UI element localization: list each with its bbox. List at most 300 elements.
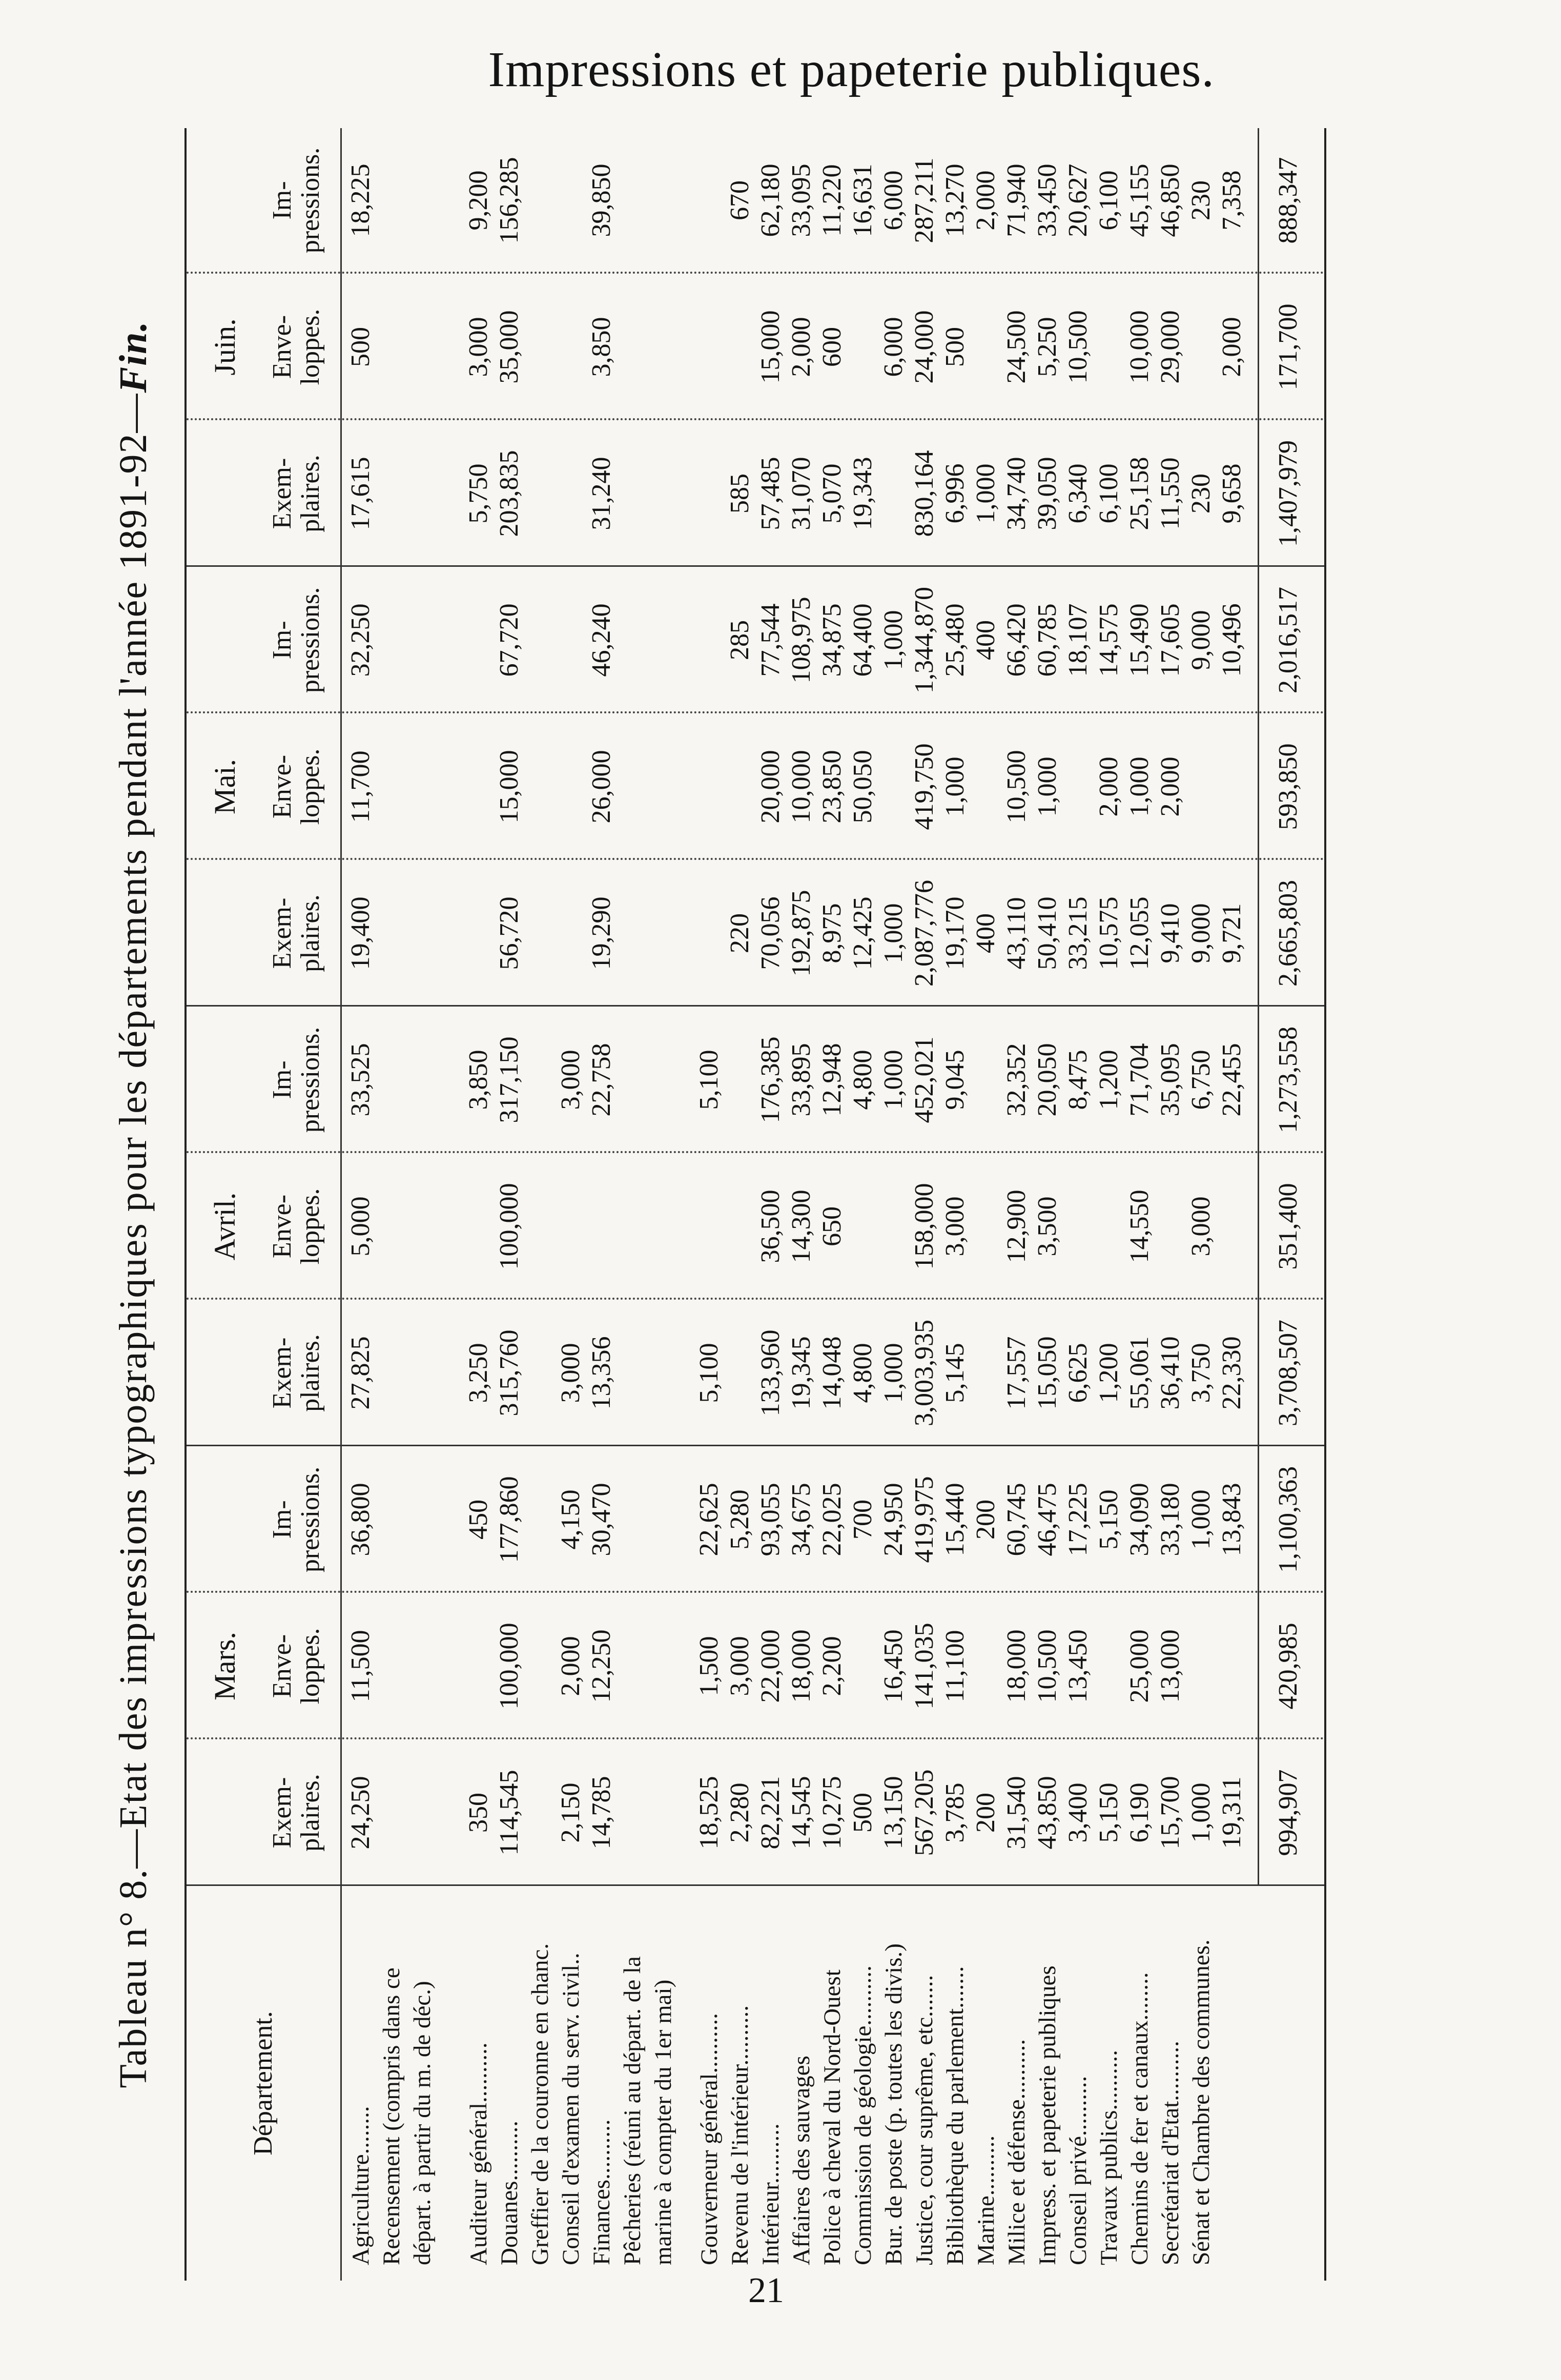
cell-value: 650 — [817, 1206, 847, 1246]
cell-value: 2,000 — [787, 317, 816, 377]
cell-value: 22,758 — [587, 1043, 616, 1117]
cell-value: 2,000 — [1094, 756, 1123, 817]
cell-value: 19,343 — [848, 457, 877, 530]
cell-value: 114,545 — [495, 1770, 524, 1856]
cell-value: 133,960 — [756, 1329, 785, 1417]
cell-value — [525, 197, 556, 204]
cell-value: 450 — [464, 1500, 493, 1540]
department-name: Agriculture........ — [347, 2106, 374, 2265]
cell-value: 35,000 — [495, 310, 524, 384]
cell-juin-imp-group-2 — [694, 127, 1247, 274]
cell-value — [1063, 784, 1094, 790]
cell-value: 1,200 — [1094, 1050, 1123, 1110]
subcol-header-mars-ex: Exem- plaires. — [268, 1774, 325, 1852]
cell-value: 36,500 — [756, 1189, 785, 1263]
cell-value: 3,003,935 — [910, 1320, 939, 1426]
subcol-header-mars-env: Enve- loppes. — [268, 1628, 325, 1705]
cell-value: 30,470 — [587, 1483, 616, 1556]
cell-value: 19,345 — [787, 1336, 816, 1410]
cell-value: 31,070 — [787, 457, 816, 530]
cell-value: 670 — [725, 180, 754, 220]
cell-value: 7,358 — [1217, 170, 1246, 231]
totals-rule — [1258, 128, 1259, 1886]
cell-value: 220 — [725, 913, 754, 953]
cell-value — [878, 784, 909, 790]
cell-value — [1155, 1223, 1186, 1230]
cell-juin-imp-group-0 — [345, 127, 376, 274]
total-juin-env: 171,700 — [1274, 303, 1303, 391]
cell-value — [725, 344, 755, 351]
total-mars-imp: 1,100,363 — [1274, 1466, 1303, 1573]
cell-mai-imp-group-0 — [345, 567, 376, 713]
department-name: Chemins de fer et canaux........ — [1126, 1972, 1153, 2265]
cell-value: 55,061 — [1125, 1336, 1154, 1410]
department-name: marine à compter du 1er mai) — [650, 1979, 676, 2265]
cell-value — [525, 344, 556, 351]
cell-value: 1,200 — [1094, 1343, 1123, 1403]
cell-value: 3,000 — [725, 1636, 754, 1696]
cell-value: 2,200 — [817, 1636, 847, 1696]
cell-value — [525, 1663, 556, 1670]
cell-mars-ex-group-1 — [463, 1739, 617, 1886]
cell-juin-imp-group-1 — [463, 127, 617, 274]
cell-mai-ex-group-2 — [694, 860, 1247, 1007]
cell-value: 15,000 — [756, 310, 785, 384]
cell-value: 11,550 — [1156, 457, 1185, 530]
cell-value: 70,056 — [756, 896, 785, 970]
cell-value — [463, 1663, 494, 1670]
cell-value: 3,000 — [464, 317, 493, 377]
cell-value: 66,420 — [1002, 603, 1031, 677]
cell-juin-ex-group-0 — [345, 420, 376, 567]
cell-value: 12,055 — [1125, 896, 1154, 970]
cell-value — [463, 784, 494, 790]
cell-value: 192,875 — [787, 890, 816, 977]
cell-value: 419,975 — [910, 1476, 939, 1563]
cell-value: 17,557 — [1002, 1336, 1031, 1410]
cell-value: 34,875 — [817, 603, 847, 677]
cell-value: 100,000 — [495, 1183, 524, 1270]
department-header: Département. — [248, 2011, 278, 2156]
month-header-juin: Juin. — [208, 318, 241, 376]
cell-value: 4,800 — [848, 1343, 877, 1403]
department-name: Auditeur général.......... — [465, 2042, 492, 2265]
total-mai-imp: 2,016,517 — [1274, 587, 1303, 693]
cell-value: 15,490 — [1125, 603, 1154, 677]
subcol-header-juin-env: Enve- loppes. — [268, 309, 325, 385]
cell-value: 3,500 — [1033, 1196, 1062, 1257]
cell-value — [694, 784, 725, 790]
cell-value: 4,800 — [848, 1050, 877, 1110]
cell-value: 45,155 — [1125, 163, 1154, 237]
cell-value: 2,150 — [556, 1782, 585, 1843]
cell-value: 200 — [971, 1500, 1000, 1540]
cell-value: 56,720 — [495, 896, 524, 970]
cell-value: 5,000 — [346, 1196, 375, 1257]
department-name: Milice et défense.......... — [1003, 2039, 1030, 2265]
cell-value: 6,625 — [1063, 1343, 1093, 1403]
cell-value — [694, 637, 725, 644]
cell-value: 3,000 — [556, 1050, 585, 1110]
cell-value: 3,000 — [1186, 1196, 1216, 1257]
cell-value — [1186, 784, 1217, 790]
cell-value: 419,750 — [910, 743, 939, 830]
cell-value: 93,055 — [756, 1483, 785, 1556]
subcol-header-mars-imp: Im- pressions. — [268, 1466, 325, 1573]
cell-value — [971, 344, 1001, 351]
cell-mai-ex-group-0 — [345, 860, 376, 1007]
cell-value — [725, 1223, 755, 1230]
cell-value: 585 — [725, 474, 754, 514]
cell-value: 43,110 — [1002, 897, 1031, 970]
cell-value — [971, 1223, 1001, 1230]
cell-value: 60,745 — [1002, 1483, 1031, 1556]
cell-value: 4,150 — [556, 1489, 585, 1550]
total-juin-ex: 1,407,979 — [1274, 440, 1303, 547]
cell-value — [525, 1516, 556, 1523]
cell-avril-imp-group-0 — [345, 1007, 376, 1153]
cell-value: 230 — [1186, 474, 1216, 514]
department-name: Commission de géologie.......... — [850, 1965, 876, 2265]
cell-value: 34,740 — [1002, 457, 1031, 530]
cell-value: 9,200 — [464, 170, 493, 231]
cell-value: 2,000 — [1217, 317, 1246, 377]
cell-value — [694, 1223, 725, 1230]
cell-value: 5,150 — [1094, 1489, 1123, 1550]
cell-value: 25,158 — [1125, 457, 1154, 530]
cell-avril-imp-group-1 — [463, 1007, 617, 1153]
cell-value: 6,000 — [879, 317, 908, 377]
cell-value: 20,050 — [1033, 1043, 1062, 1117]
total-mars-ex: 994,907 — [1274, 1769, 1303, 1856]
cell-value: 400 — [971, 913, 1000, 953]
cell-value: 200 — [971, 1793, 1000, 1833]
cell-value: 39,050 — [1033, 457, 1062, 530]
cell-value: 830,164 — [910, 450, 939, 537]
cell-value: 16,450 — [879, 1629, 908, 1703]
cell-value: 8,975 — [817, 903, 847, 963]
cell-value — [463, 637, 494, 644]
cell-value: 17,615 — [346, 457, 375, 530]
cell-value: 11,100 — [940, 1630, 970, 1702]
cell-avril-env-group-1 — [463, 1153, 617, 1300]
cell-value: 6,750 — [1186, 1050, 1216, 1110]
cell-value: 15,440 — [940, 1483, 970, 1556]
cell-value — [971, 1370, 1001, 1377]
cell-value: 1,000 — [879, 1050, 908, 1110]
cell-value — [1217, 1663, 1247, 1670]
cell-avril-env-group-0 — [345, 1153, 376, 1300]
cell-value — [556, 344, 586, 351]
department-group-1 — [463, 1896, 679, 2265]
cell-value: 6,000 — [879, 170, 908, 231]
cell-value: 6,190 — [1125, 1782, 1154, 1843]
cell-value: 6,340 — [1063, 463, 1093, 524]
page-number: 21 — [748, 2271, 784, 2310]
cell-value: 14,550 — [1125, 1189, 1154, 1263]
table-caption — [97, 128, 174, 2281]
cell-value: 31,240 — [587, 457, 616, 530]
cell-value: 5,100 — [694, 1050, 724, 1110]
cell-value: 1,500 — [694, 1636, 724, 1696]
cell-mars-ex-group-2 — [694, 1739, 1247, 1886]
cell-value: 6,100 — [1094, 170, 1123, 231]
cell-value: 62,180 — [756, 163, 785, 237]
cell-value: 33,450 — [1033, 163, 1062, 237]
cell-value: 24,950 — [879, 1483, 908, 1556]
cell-value: 1,000 — [1186, 1489, 1216, 1550]
subcol-header-mai-env: Enve- loppes. — [268, 748, 325, 825]
cell-value: 10,000 — [1125, 310, 1154, 384]
cell-value: 1,000 — [1125, 756, 1154, 817]
cell-value: 1,000 — [940, 756, 970, 817]
subcol-header-mai-imp: Im- pressions. — [268, 587, 325, 693]
department-name: Gouverneur général.......... — [696, 2013, 723, 2265]
cell-value — [1094, 1663, 1124, 1670]
cell-value: 230 — [1186, 180, 1216, 220]
cell-mai-env-group-1 — [463, 713, 617, 860]
cell-value — [694, 490, 725, 497]
cell-value: 20,627 — [1063, 163, 1093, 237]
cell-value: 31,540 — [1002, 1776, 1031, 1850]
cell-value: 20,000 — [756, 750, 785, 824]
department-name: Marine.......... — [973, 2135, 999, 2265]
cell-value — [725, 1077, 755, 1083]
cell-value: 1,000 — [971, 463, 1000, 524]
cell-value: 27,825 — [346, 1336, 375, 1410]
total-mai-env: 593,850 — [1274, 743, 1303, 830]
cell-value — [525, 784, 556, 790]
department-name: Greffier de la couronne en chanc. — [527, 1943, 553, 2265]
cell-value: 2,000 — [971, 170, 1000, 231]
cell-value: 71,704 — [1125, 1043, 1154, 1117]
cell-value: 5,100 — [694, 1343, 724, 1403]
cell-value: 24,000 — [910, 310, 939, 384]
cell-value: 1,000 — [879, 610, 908, 670]
cell-value: 34,675 — [787, 1483, 816, 1556]
cell-value: 14,785 — [587, 1776, 616, 1850]
header-rule — [340, 128, 342, 2281]
cell-value: 2,280 — [725, 1782, 754, 1843]
cell-value: 2,000 — [1156, 756, 1185, 817]
cell-value: 25,000 — [1125, 1629, 1154, 1703]
subcol-header-juin-imp: Im- pressions. — [268, 147, 325, 254]
cell-value: 156,285 — [495, 157, 524, 244]
cell-value — [525, 637, 556, 644]
department-name: Conseil privé.......... — [1065, 2076, 1092, 2265]
department-name: Pêcheries (réuni au départ. de la — [619, 1956, 646, 2265]
cell-value — [463, 1223, 494, 1230]
cell-value: 22,025 — [817, 1483, 847, 1556]
cell-value: 13,150 — [879, 1776, 908, 1850]
cell-value: 36,800 — [346, 1483, 375, 1556]
cell-value: 34,090 — [1125, 1483, 1154, 1556]
cell-value: 18,000 — [1002, 1629, 1031, 1703]
cell-value — [525, 1223, 556, 1230]
total-mai-ex: 2,665,803 — [1274, 880, 1303, 987]
cell-value: 15,000 — [495, 750, 524, 824]
cell-value — [556, 930, 586, 937]
cell-value: 3,250 — [464, 1343, 493, 1403]
cell-value: 12,900 — [1002, 1189, 1031, 1263]
cell-value: 18,000 — [787, 1629, 816, 1703]
cell-value: 700 — [848, 1500, 877, 1540]
cell-value: 14,575 — [1094, 603, 1123, 677]
cell-value: 9,721 — [1217, 903, 1246, 963]
cell-value: 9,410 — [1156, 903, 1185, 963]
cell-value — [878, 1223, 909, 1230]
department-name: Bibliothèque du parlement....... — [942, 1966, 969, 2265]
cell-value: 50,410 — [1033, 896, 1062, 970]
cell-value: 33,215 — [1063, 896, 1093, 970]
cell-value: 10,500 — [1002, 750, 1031, 824]
cell-juin-env-group-2 — [694, 274, 1247, 420]
cell-value: 285 — [725, 620, 754, 660]
cell-juin-env-group-0 — [345, 274, 376, 420]
subcol-header-mai-ex: Exem- plaires. — [268, 894, 325, 972]
cell-value: 33,525 — [346, 1043, 375, 1117]
cell-value: 35,095 — [1156, 1043, 1185, 1117]
cell-value — [1063, 1223, 1094, 1230]
cell-juin-ex-group-2 — [694, 420, 1247, 567]
cell-value: 32,352 — [1002, 1043, 1031, 1117]
cell-value — [525, 930, 556, 937]
cell-value: 10,575 — [1094, 896, 1123, 970]
cell-value: 5,070 — [817, 463, 847, 524]
cell-avril-ex-group-1 — [463, 1300, 617, 1446]
cell-value: 3,785 — [940, 1782, 970, 1843]
cell-value — [848, 1663, 878, 1670]
cell-value: 2,000 — [556, 1636, 585, 1696]
month-header-avril: Avril. — [208, 1192, 241, 1261]
cell-value — [556, 784, 586, 790]
cell-value: 32,250 — [346, 603, 375, 677]
cell-value: 9,658 — [1217, 463, 1246, 524]
subcol-header-juin-ex: Exem- plaires. — [268, 455, 325, 532]
cell-value: 3,400 — [1063, 1782, 1093, 1843]
cell-value: 43,850 — [1033, 1776, 1062, 1850]
cell-value: 10,275 — [817, 1776, 847, 1850]
cell-value: 9,045 — [940, 1050, 970, 1110]
cell-value: 67,720 — [495, 603, 524, 677]
cell-value: 33,895 — [787, 1043, 816, 1117]
cell-mars-imp-group-2 — [694, 1446, 1247, 1593]
cell-value: 8,475 — [1063, 1050, 1093, 1110]
cell-avril-ex-group-2 — [694, 1300, 1247, 1446]
page-header-title: Impressions et papeterie publiques. — [488, 42, 1215, 97]
cell-value: 9,000 — [1186, 903, 1216, 963]
department-name: Recensement (compris dans ce — [378, 1967, 405, 2265]
total-avril-ex: 3,708,507 — [1274, 1320, 1303, 1426]
cell-value: 12,425 — [848, 896, 877, 970]
cell-value: 567,205 — [910, 1769, 939, 1856]
cell-value: 19,311 — [1217, 1776, 1246, 1849]
cell-value: 16,631 — [848, 163, 877, 237]
cell-avril-ex-group-0 — [345, 1300, 376, 1446]
cell-mars-env-group-1 — [463, 1593, 617, 1739]
department-name: Impress. et papeterie publiques — [1034, 1965, 1061, 2265]
cell-value: 11,700 — [346, 750, 375, 823]
cell-value — [1217, 784, 1247, 790]
cell-value — [694, 344, 725, 351]
cell-value: 24,500 — [1002, 310, 1031, 384]
cell-value: 3,850 — [464, 1050, 493, 1110]
cell-value — [971, 1077, 1001, 1083]
cell-value: 2,087,776 — [910, 880, 939, 987]
cell-value: 33,095 — [787, 163, 816, 237]
cell-value: 12,250 — [587, 1629, 616, 1703]
cell-value: 26,000 — [587, 750, 616, 824]
cell-value: 315,760 — [495, 1329, 524, 1417]
cell-value: 108,975 — [787, 597, 816, 684]
cell-value — [725, 784, 755, 790]
cell-value: 13,270 — [940, 163, 970, 237]
cell-value: 10,496 — [1217, 603, 1246, 677]
cell-value: 46,240 — [587, 603, 616, 677]
cell-value — [556, 1223, 586, 1230]
cell-value: 452,021 — [910, 1036, 939, 1123]
cell-value — [1186, 1663, 1217, 1670]
cell-value: 158,000 — [910, 1183, 939, 1270]
department-name: Revenu de l'intérieur.......... — [727, 2005, 753, 2265]
subcol-header-avril-env: Enve- loppes. — [268, 1188, 325, 1265]
cell-value — [694, 197, 725, 204]
cell-value: 77,544 — [756, 603, 785, 677]
caption-text: Tableau n° 8.—Etat des impressions typographiques pour les départements pendant l'année 1891-92— — [112, 393, 155, 2088]
department-name: Intérieur.......... — [757, 2123, 784, 2265]
total-avril-env: 351,400 — [1274, 1183, 1303, 1270]
cell-value — [848, 1223, 878, 1230]
cell-value: 15,050 — [1033, 1336, 1062, 1410]
cell-value: 287,211 — [910, 157, 939, 243]
cell-value — [556, 637, 586, 644]
cell-value: 11,500 — [346, 1630, 375, 1702]
cell-value: 22,330 — [1217, 1336, 1246, 1410]
cell-value — [525, 490, 556, 497]
cell-value: 14,300 — [787, 1189, 816, 1263]
department-name: Finances.......... — [588, 2119, 615, 2265]
total-avril-imp: 1,273,558 — [1274, 1027, 1303, 1133]
cell-value: 22,000 — [756, 1629, 785, 1703]
cell-value: 18,107 — [1063, 603, 1093, 677]
cell-value: 1,000 — [1033, 756, 1062, 817]
cell-value: 17,605 — [1156, 603, 1185, 677]
cell-value: 350 — [464, 1793, 493, 1833]
cell-value — [1186, 344, 1217, 351]
cell-avril-env-group-2 — [694, 1153, 1247, 1300]
cell-value: 60,785 — [1033, 603, 1062, 677]
cell-juin-env-group-1 — [463, 274, 617, 420]
cell-value: 82,221 — [756, 1776, 785, 1850]
cell-value: 33,180 — [1156, 1483, 1185, 1556]
cell-value: 71,940 — [1002, 163, 1031, 237]
subcol-header-avril-ex: Exem- plaires. — [268, 1334, 325, 1412]
month-header-mars: Mars. — [208, 1632, 241, 1700]
cell-value — [556, 490, 586, 497]
cell-value: 100,000 — [495, 1623, 524, 1710]
cell-value: 39,850 — [587, 163, 616, 237]
department-name: Conseil d'examen du serv. civil.. — [558, 1953, 584, 2265]
cell-value: 13,843 — [1217, 1483, 1246, 1556]
cell-value: 29,000 — [1156, 310, 1185, 384]
caption-fin: Fin. — [112, 320, 155, 393]
cell-value: 3,000 — [940, 1196, 970, 1257]
cell-value: 1,344,870 — [910, 587, 939, 693]
cell-value — [878, 490, 909, 497]
cell-value: 13,356 — [587, 1336, 616, 1410]
department-group-2 — [694, 1896, 1217, 2265]
cell-value: 13,450 — [1063, 1629, 1093, 1703]
